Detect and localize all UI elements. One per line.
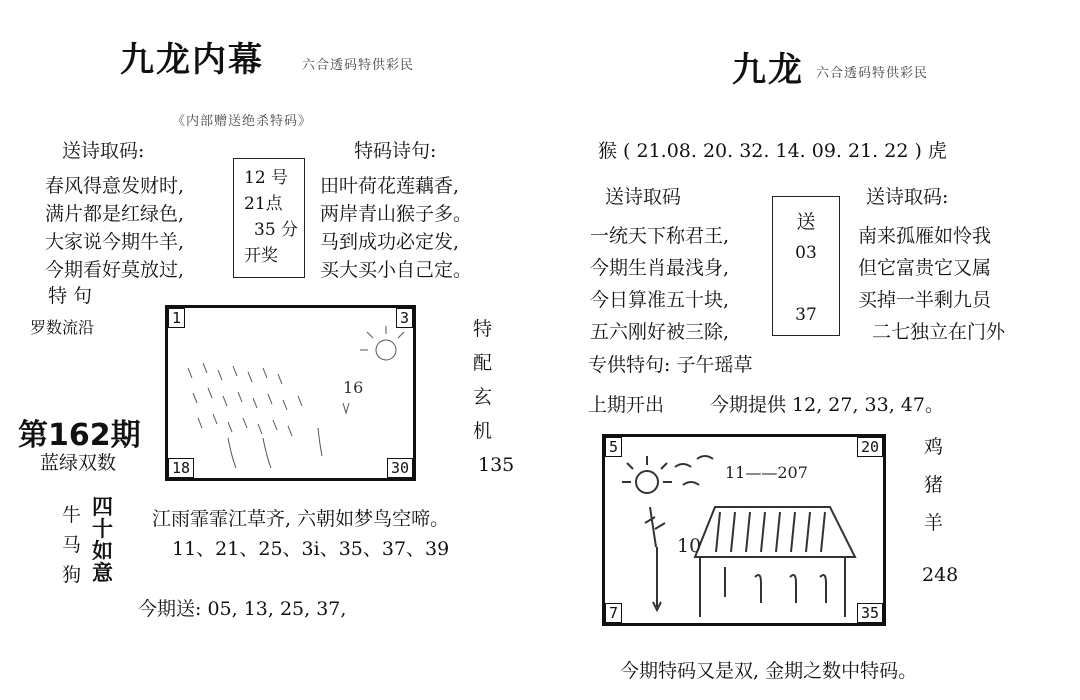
poem-line: 一统天下称君王, bbox=[590, 225, 730, 247]
right-poem-right-heading: 送诗取码: bbox=[866, 186, 949, 208]
left-poem-lines bbox=[45, 172, 184, 284]
color-hint: 蓝绿双数 bbox=[40, 452, 117, 474]
left-poem-heading: 送诗取码: bbox=[62, 140, 145, 162]
corner-top-right: 20 bbox=[857, 437, 883, 457]
poem-line: 马到成功必定发, bbox=[320, 231, 460, 253]
special-label: 特 句 bbox=[48, 285, 93, 307]
poem-line: 五六刚好被三除, bbox=[590, 321, 730, 343]
si-shi-char: 意 bbox=[92, 560, 113, 585]
si-shi-char: 四 bbox=[92, 494, 113, 519]
send-box-label: 送 bbox=[796, 211, 816, 233]
last-open-label: 上期开出 bbox=[588, 394, 665, 416]
right-side-number: 248 bbox=[922, 564, 959, 586]
corner-bottom-right: 35 bbox=[857, 603, 883, 623]
si-shi-char: 如 bbox=[92, 538, 113, 563]
poem-line: 二七独立在门外 bbox=[872, 321, 1006, 343]
si-shi-char: 十 bbox=[92, 516, 113, 541]
poem-line: 今日算准五十块, bbox=[590, 289, 730, 311]
numbers-line: 11、21、25、3i、35、37、39 bbox=[172, 538, 450, 560]
left-poem-right-lines bbox=[320, 172, 472, 284]
side-char: 特 bbox=[473, 318, 493, 340]
left-subtitle: 六合透码特供彩民 bbox=[302, 58, 415, 73]
right-poem-right-lines bbox=[858, 220, 1005, 348]
right-subtitle: 六合透码特供彩民 bbox=[816, 66, 929, 81]
sketch-number: 16 bbox=[343, 378, 364, 397]
left-poem-right-heading: 特码诗句: bbox=[354, 140, 437, 162]
send-box-number: 37 bbox=[795, 305, 817, 325]
corner-top-left: 5 bbox=[605, 437, 622, 457]
side-char: 配 bbox=[473, 352, 493, 374]
special-text: 罗数流沿 bbox=[30, 318, 95, 337]
animal-char: 狗 bbox=[62, 564, 82, 586]
corner-bottom-right: 30 bbox=[387, 458, 413, 478]
verse-line: 江雨霏霏江草齐, 六朝如梦鸟空啼。 bbox=[152, 508, 450, 530]
animal-char: 马 bbox=[62, 534, 82, 556]
right-footer: 今期特码又是双, 金期之数中特码。 bbox=[620, 660, 918, 682]
send-box-number: 03 bbox=[795, 243, 817, 263]
today-offer: 今期提供 12, 27, 33, 47。 bbox=[710, 394, 944, 416]
corner-bottom-left: 7 bbox=[605, 603, 622, 623]
draw-box-line: 12 号 bbox=[244, 168, 289, 188]
corner-top-left: 1 bbox=[168, 308, 185, 328]
poem-line: 买大买小自己定。 bbox=[320, 259, 473, 281]
poem-line: 买掉一半剩九员 bbox=[858, 289, 992, 311]
poem-line: 大家说今期牛羊, bbox=[45, 231, 185, 253]
side-char: 猪 bbox=[924, 474, 944, 496]
side-char: 羊 bbox=[924, 512, 944, 534]
sketch-text: 11——207 bbox=[725, 463, 808, 482]
poem-line: 今期看好莫放过, bbox=[45, 259, 185, 281]
poem-line: 两岸青山猴子多。 bbox=[320, 203, 473, 225]
left-title: 九龙内幕 bbox=[120, 40, 264, 80]
today-send: 今期送: 05, 13, 25, 37, bbox=[138, 598, 347, 620]
poem-line: 南来孤雁如怜我 bbox=[858, 225, 992, 247]
corner-top-right: 3 bbox=[396, 308, 413, 328]
corner-bottom-left: 18 bbox=[168, 458, 194, 478]
issue-number: 第162期 bbox=[18, 418, 141, 453]
draw-box-line: 35 分 bbox=[254, 220, 299, 240]
draw-box-line: 21点 bbox=[244, 194, 283, 214]
poem-line: 田叶荷花莲藕香, bbox=[320, 175, 460, 197]
animal-column bbox=[62, 500, 81, 590]
side-char: 鸡 bbox=[924, 436, 944, 458]
right-title: 九龙 bbox=[732, 50, 804, 90]
poem-line: 满片都是红绿色, bbox=[45, 203, 185, 225]
animal-char: 牛 bbox=[62, 504, 82, 526]
sketch-number: 10 bbox=[677, 535, 702, 557]
rain-sketch bbox=[168, 308, 413, 478]
right-sketch-picture bbox=[602, 434, 886, 626]
poem-line: 但它富贵它又属 bbox=[858, 257, 992, 279]
side-char: 机 bbox=[473, 420, 493, 442]
poem-line: 春风得意发财时, bbox=[45, 175, 185, 197]
monkey-line: 猴 ( 21.08. 20. 32. 14. 09. 21. 22 ) 虎 bbox=[598, 140, 947, 162]
right-poem-heading: 送诗取码 bbox=[605, 186, 682, 208]
send-box bbox=[772, 196, 840, 336]
si-shi-ru-yi-column bbox=[92, 496, 113, 584]
left-note: 《内部赠送绝杀特码》 bbox=[172, 114, 313, 129]
special-sentence: 专供特句: 子午瑶草 bbox=[588, 354, 753, 376]
left-side-column bbox=[473, 312, 492, 448]
draw-box-line: 开奖 bbox=[244, 246, 278, 266]
draw-time-box bbox=[233, 158, 305, 278]
right-side-column bbox=[924, 428, 943, 542]
right-poem-lines bbox=[590, 220, 729, 348]
left-sketch-picture bbox=[165, 305, 416, 481]
left-side-number: 135 bbox=[478, 454, 515, 476]
poem-line: 今期生肖最浅身, bbox=[590, 257, 730, 279]
side-char: 玄 bbox=[473, 386, 493, 408]
